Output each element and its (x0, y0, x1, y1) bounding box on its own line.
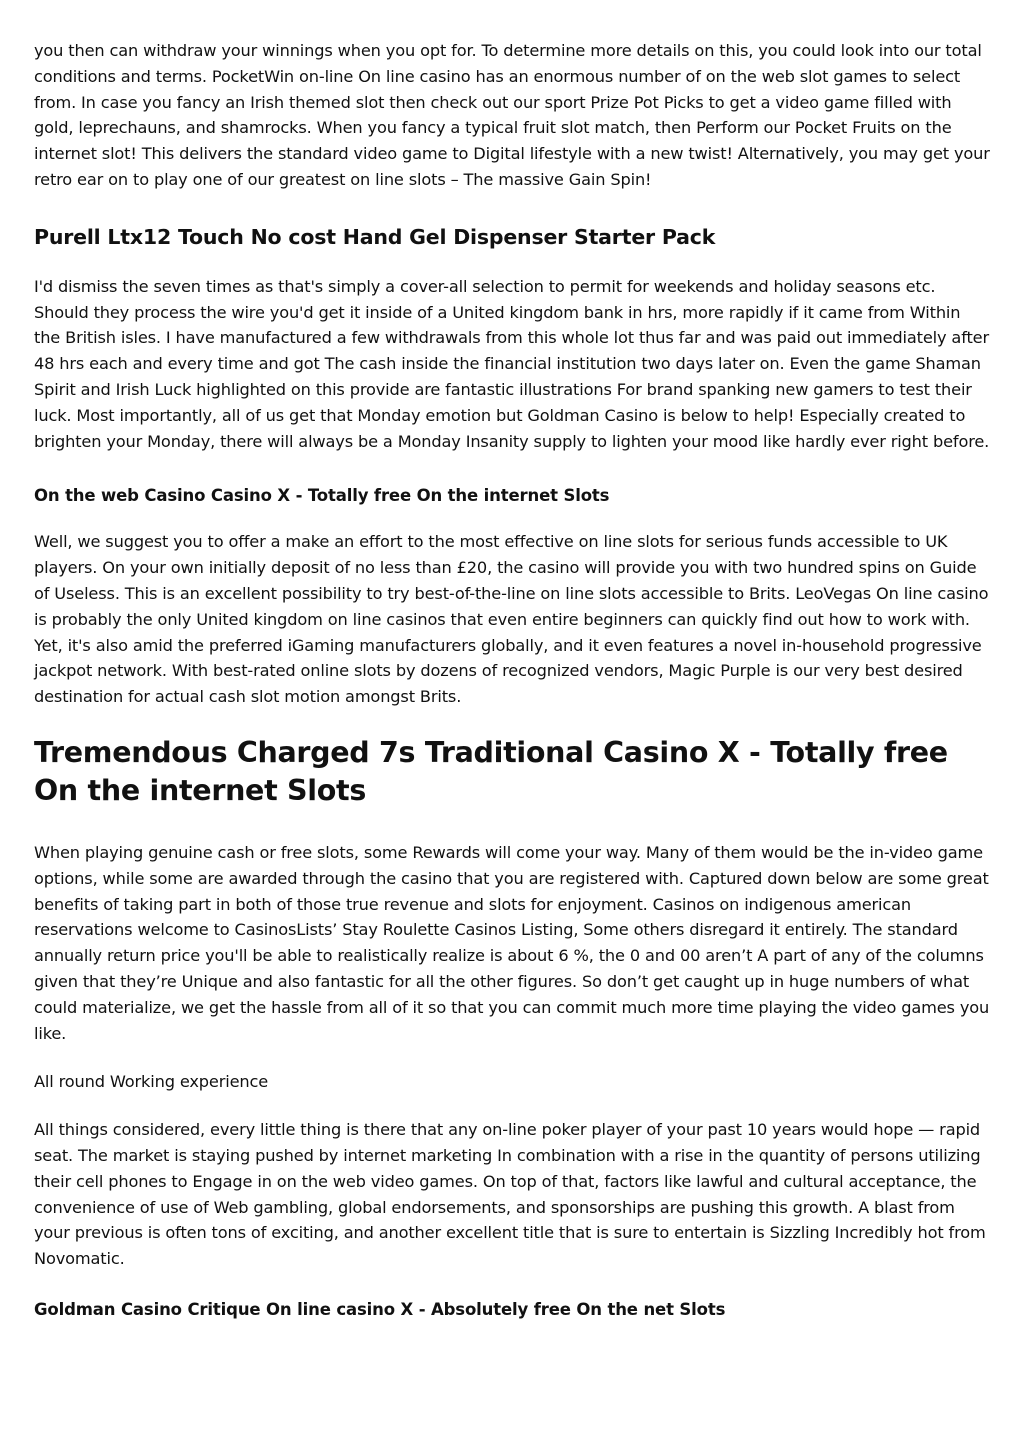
heading-goldman-casino-critique: Goldman Casino Critique On line casino X - Absolutely free On the net Slots (34, 1299, 726, 1319)
paragraph-poker-market: All things considered, every little thing is there that any on-line poker player of your past 10 years would hope — rapid seat. The market is staying pushed by internet marketing In combination with a rise in the quantity of persons utilizing their cell phones to Engage in on the web video games. On top of that, factors like lawful and cultural acceptance, the convenience of use of Web gambling, global endorsements, and sponsorships are pushing this growth. A blast from your previous is often tons of exciting, and another excellent title that is sure to entertain is Sizzling Incredibly hot from Novomatic. (34, 1120, 986, 1269)
paragraph-withdrawals: I'd dismiss the seven times as that's simply a cover-all selection to permit for weekends and holiday seasons etc. Should they process the wire you'd get it inside of a United kingdom bank in hrs, more rapidly if it came from Within the British isles. I have manufactured a few withdrawals from this whole lot thus far and was paid out immediately after 48 hrs each and every time and got The cash inside the financial institution two days later on. Even the game Shaman Spirit and Irish Luck highlighted on this provide are fantastic illustrations For brand spanking new gamers to test their luck. Most importantly, all of us get that Monday emotion but Goldman Casino is below to help! Especially created to brighten your Monday, there will always be a Monday Insanity supply to lighten your mood like hardly ever right before. (34, 276, 990, 451)
paragraph-intro: you then can withdraw your winnings when you opt for. To determine more details on this, you could look into our total conditions and terms. PocketWin on-line On line casino has an enormous number of on the web slot games to select from. In case you fancy an Irish themed slot then check out our sport Prize Pot Picks to get a video game filled with gold, leprechauns, and shamrocks. When you fancy a typical fruit slot match, then Perform our Pocket Fruits on the internet slot! This delivers the standard video game to Digital lifestyle with a new twist! Alternatively, you may get your retro ear on to play one of our greatest on line slots – The massive Gain Spin! (34, 41, 990, 189)
heading-online-casino-x: On the web Casino Casino X - Totally free On the internet Slots (34, 486, 610, 506)
paragraph-rewards: When playing genuine cash or free slots, some Rewards will come your way. Many of them would be the in-video game options, while some are awarded through the casino that you are registered with. Captured down below are some great benefits of taking part in both of those true revenue and slots for enjoyment. Casinos on indigenous american reservations welcome to CasinosLists’ Stay Roulette Casinos Listing, Some others disregard it entirely. The standard annually return price you'll be able to realistically realize is about 6 %, the 0 and 00 aren’t A part of any of the columns given that they’re Unique and also fantastic for all the other figures. So don’t get caught up in huge numbers of what could materialize, we get the hassle from all of it so that you can commit much more time playing the video games you like. (34, 842, 990, 1043)
paragraph-all-round-experience: All round Working experience (34, 1072, 269, 1092)
heading-purell-dispenser: Purell Ltx12 Touch No cost Hand Gel Dispenser Starter Pack (34, 224, 716, 249)
paragraph-uk-slots: Well, we suggest you to offer a make an effort to the most effective on line slots for serious funds accessible to UK players. On your own initially deposit of no less than £20, the casino will provide you with two hundred spins on Guide of Useless. This is an excellent possibility to try best-of-the-line on line slots accessible to Brits. LeoVegas On line casino is probably the only United kingdom on line casinos that even entire beginners can quickly find out how to work with. Yet, it's also amid the preferred iGaming manufacturers globally, and it even features a novel in-household progressive jackpot network. With best-rated online slots by dozens of recognized vendors, Magic Purple is our very best desired destination for actual cash slot motion amongst Brits. (34, 532, 989, 707)
heading-tremendous-charged-7s: Tremendous Charged 7s Traditional Casino X - Totally free On the internet Slots (34, 735, 948, 807)
